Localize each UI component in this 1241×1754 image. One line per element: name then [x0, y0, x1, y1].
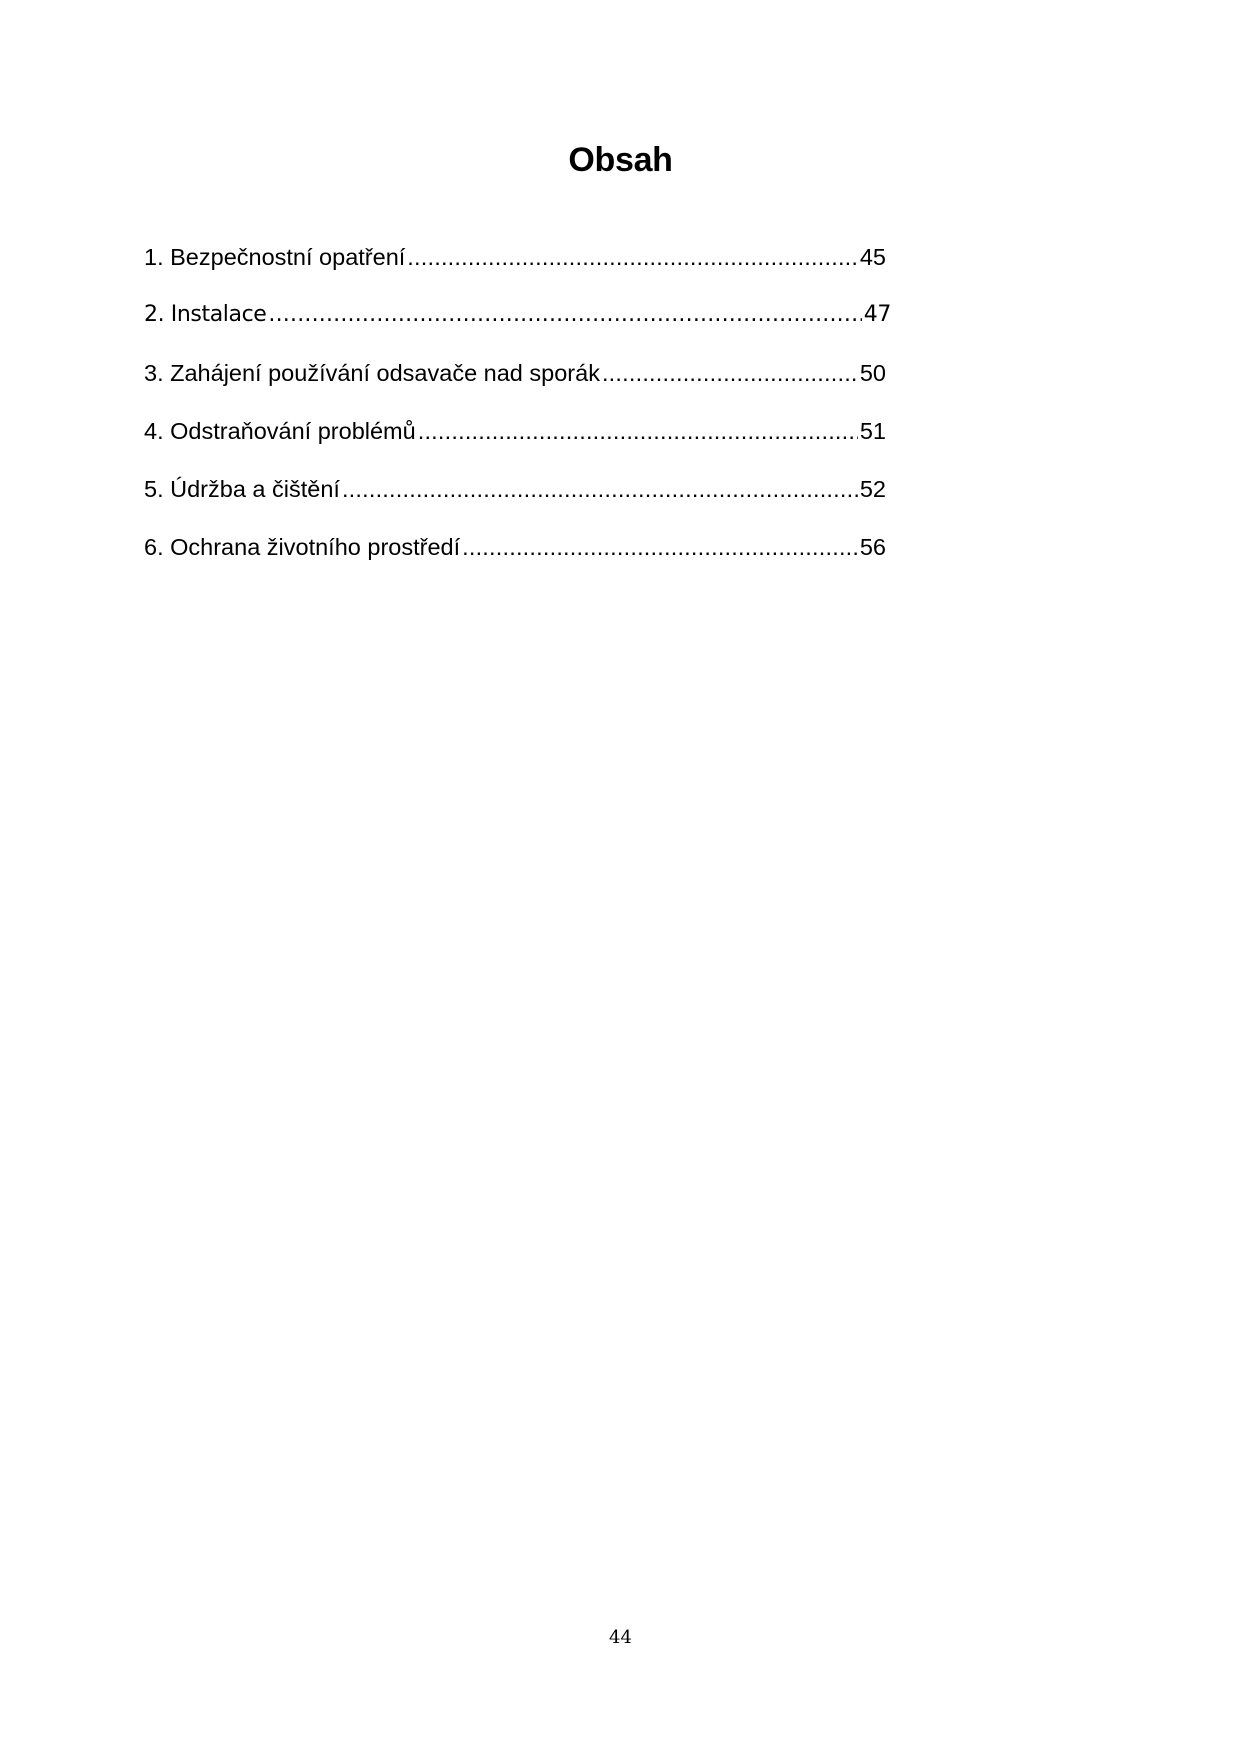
- toc-entry-page: 51: [859, 418, 886, 444]
- page-title: Obsah: [568, 141, 673, 179]
- toc-entry-page: 45: [859, 244, 886, 270]
- toc-dot-leader: [407, 240, 858, 274]
- toc-entry-label: 3. Zahájení používání odsavače nad sporák: [144, 360, 600, 386]
- toc-entry[interactable]: [144, 298, 891, 332]
- toc-entry[interactable]: [144, 240, 886, 274]
- toc-entry-page: 56: [859, 534, 886, 560]
- toc-entry-label: 5. Údržba a čištění: [144, 476, 340, 502]
- toc-entry[interactable]: [144, 414, 886, 448]
- toc-entry-page: 50: [859, 360, 886, 386]
- toc-entry[interactable]: [144, 530, 886, 564]
- toc-entry-label: 2. Instalace: [144, 302, 267, 327]
- toc-entry-label: 6. Ochrana životního prostředí: [144, 534, 461, 560]
- toc-dot-leader: [418, 414, 858, 448]
- toc-entry-page: 47: [863, 302, 891, 327]
- toc-entry-label: 4. Odstraňování problémů: [144, 418, 416, 444]
- toc-dot-leader: [268, 298, 861, 332]
- toc-entry-page: 52: [859, 476, 886, 502]
- toc-entry[interactable]: [144, 472, 886, 506]
- table-of-contents: [144, 240, 891, 588]
- toc-dot-leader: [462, 530, 858, 564]
- toc-entry-label: 1. Bezpečnostní opatření: [144, 244, 406, 270]
- toc-entry[interactable]: [144, 356, 886, 390]
- page-number: 44: [609, 1627, 632, 1648]
- toc-dot-leader: [602, 356, 858, 390]
- toc-dot-leader: [342, 472, 858, 506]
